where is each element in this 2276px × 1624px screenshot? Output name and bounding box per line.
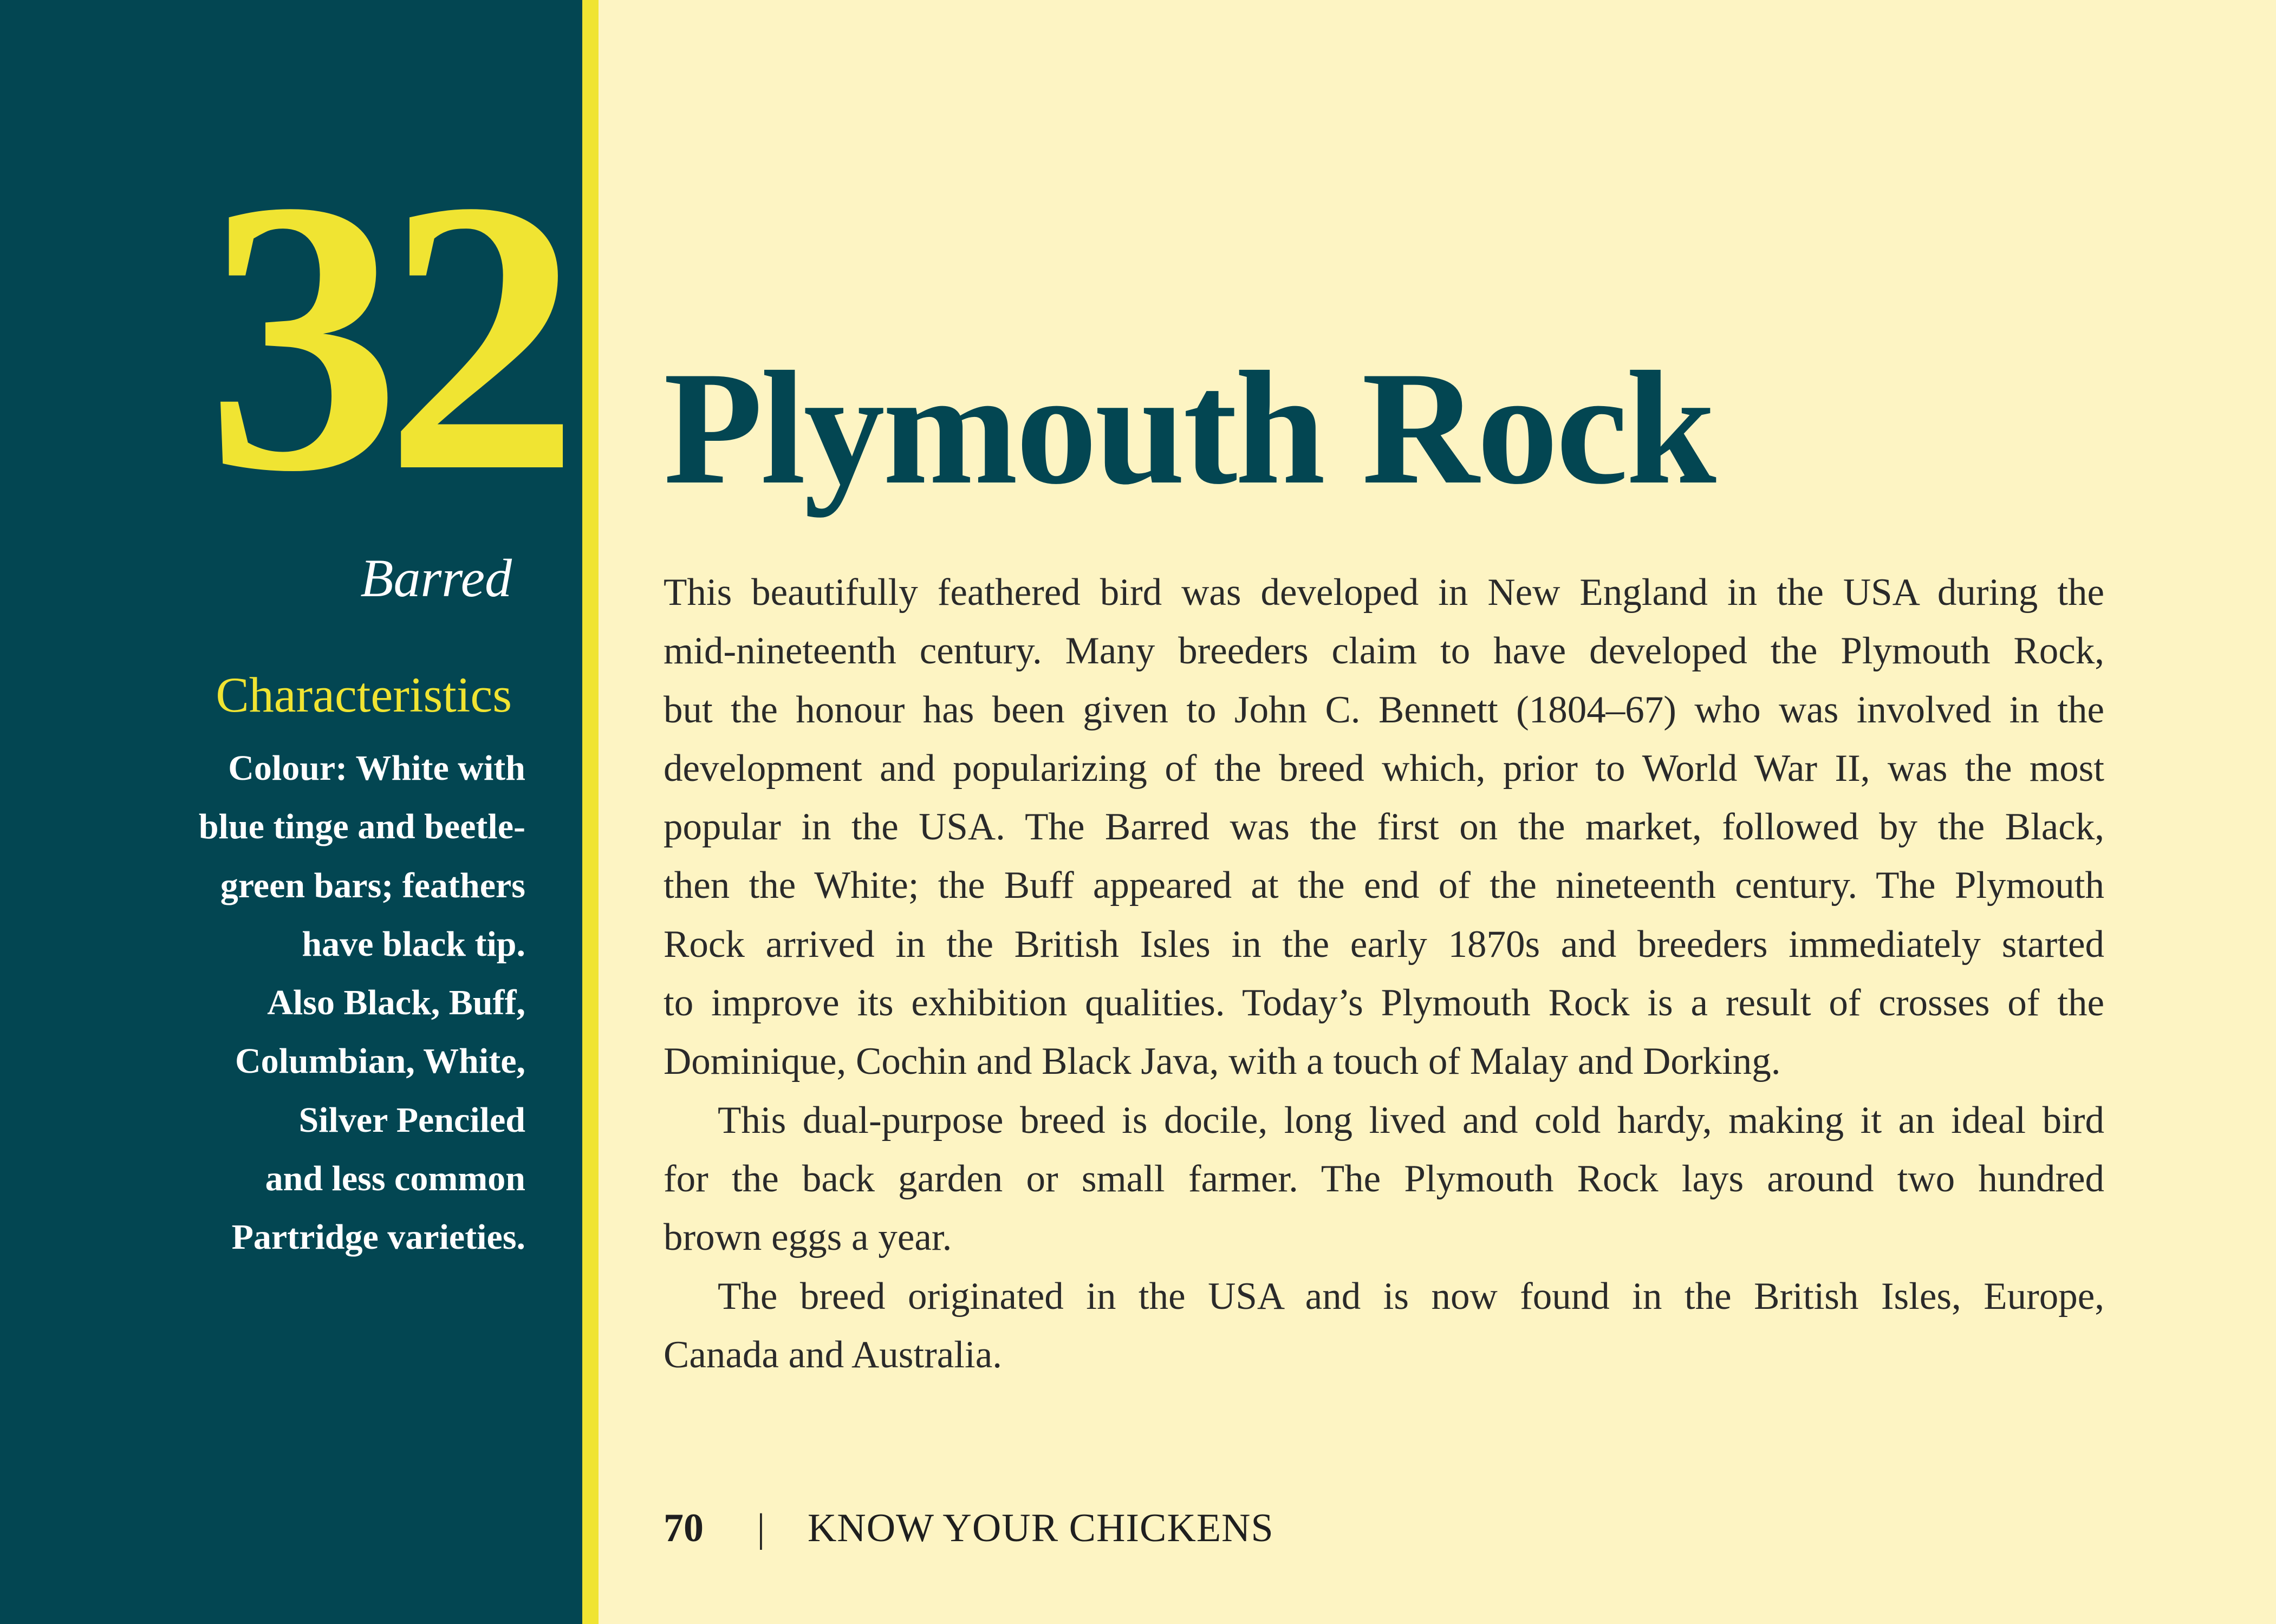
characteristics-line: green bars; feathers [220, 865, 525, 905]
characteristics-line: Also Black, Buff, [267, 983, 525, 1023]
accent-stripe [582, 0, 599, 1624]
characteristics-list [38, 739, 525, 1267]
page-footer [664, 1505, 1274, 1551]
characteristics-line: and less common [265, 1159, 525, 1199]
characteristics-line: blue tinge and beetle- [198, 807, 525, 847]
characteristics-line: Colour: White with [228, 748, 525, 788]
body-line: for the back garden or small farmer. The Plymouth Rock lays around two hundred [664, 1157, 2104, 1200]
body-line: but the honour has been given to John C. Bennett (1804–67) who was involved in the [664, 688, 2104, 731]
body-line: then the White; the Buff appeared at the end of the nineteenth century. The Plymouth [664, 864, 2104, 907]
body-line: The breed originated in the USA and is now found in the British Isles, Europe, [718, 1275, 2104, 1318]
page-number: 70 [664, 1506, 704, 1550]
variety-label: Barred [360, 548, 512, 608]
body-line: Rock arrived in the British Isles in the early 1870s and breeders immediately started [664, 923, 2104, 966]
body-line: This beautifully feathered bird was developed in New England in the USA during the [664, 571, 2104, 614]
body-line: brown eggs a year. [664, 1216, 952, 1259]
body-line: This dual-purpose breed is docile, long lived and cold hardy, making it an ideal bird [718, 1099, 2104, 1142]
body-line: mid-nineteenth century. Many breeders claim to have developed the Plymouth Rock, [664, 630, 2104, 673]
footer-separator: | [757, 1506, 765, 1550]
sidebar-panel [0, 0, 582, 1624]
running-head: KNOW YOUR CHICKENS [807, 1506, 1274, 1550]
characteristics-line: Silver Penciled [298, 1100, 525, 1140]
body-line: popular in the USA. The Barred was the first on the market, followed by the Black, [664, 806, 2104, 849]
entry-number: 32 [206, 120, 563, 552]
characteristics-line: Partridge varieties. [231, 1217, 525, 1257]
body-text [664, 563, 2104, 1384]
characteristics-line: have black tip. [302, 924, 525, 964]
body-line: Dominique, Cochin and Black Java, with a touch of Malay and Dorking. [664, 1040, 1781, 1083]
body-line: Canada and Australia. [664, 1333, 1002, 1376]
body-line: to improve its exhibition qualities. Today’s Plymouth Rock is a result of crosses of the [664, 982, 2104, 1025]
page-title: Plymouth Rock [664, 338, 1714, 518]
main-content [664, 0, 2104, 1624]
characteristics-line: Columbian, White, [235, 1041, 525, 1081]
body-line: development and popularizing of the breed which, prior to World War II, was the most [664, 747, 2104, 790]
characteristics-heading: Characteristics [216, 667, 512, 722]
